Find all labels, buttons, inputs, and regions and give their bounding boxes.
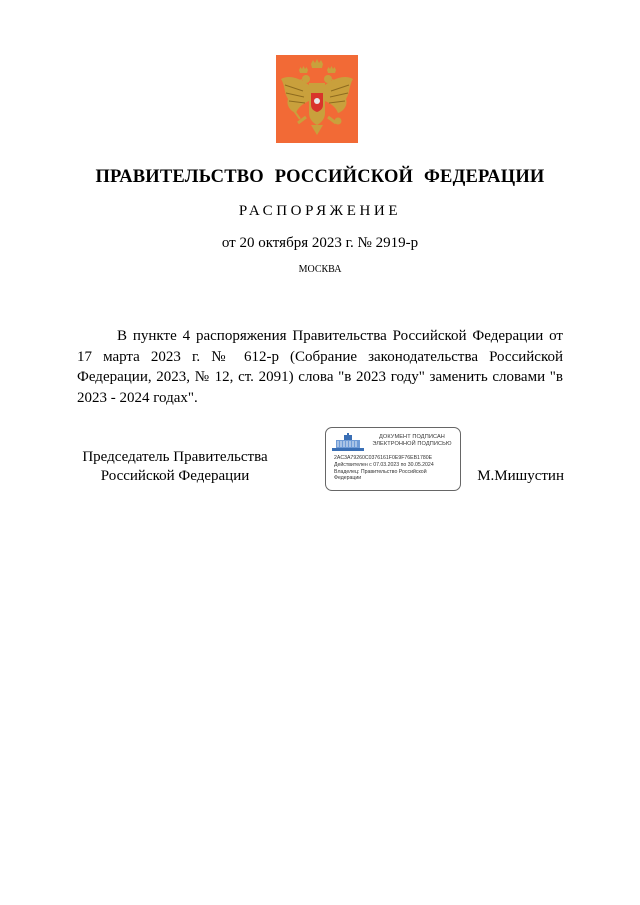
document-date-number: от 20 октября 2023 г. № 2919-р bbox=[221, 235, 419, 251]
document-city: МОСКВА bbox=[298, 264, 342, 275]
stamp-heading bbox=[366, 434, 458, 448]
stamp-certificate: 2AC3A79260C0376161F0E9F76EB1780E bbox=[334, 455, 433, 461]
russian-coat-of-arms-icon bbox=[276, 55, 358, 143]
order-paragraph: В пункте 4 распоряжения Правительства Российской Федерации от 17 марта 2023 г. № 612-р (Собрание законодательства Российской Федерации, 2023, № 12, ст. 2091) слова "в 2023 году" заменить словами "в 2023 - 2024 годах". bbox=[77, 328, 563, 406]
stamp-heading-line1: ДОКУМЕНТ ПОДПИСАН bbox=[379, 434, 445, 440]
stamp-owner-line1: Владелец: Правительство Российской bbox=[334, 468, 427, 475]
signer-title-line1: Председатель Правительства bbox=[82, 449, 268, 465]
stamp-validity: Действителен с 07.03.2023 по 30.05.2024 bbox=[334, 461, 434, 468]
signer-title-line2: Российской Федерации bbox=[100, 468, 250, 484]
government-title: ПРАВИТЕЛЬСТВО РОССИЙСКОЙ ФЕДЕРАЦИИ bbox=[95, 167, 545, 187]
stamp-details bbox=[334, 455, 458, 482]
document-type: РАСПОРЯЖЕНИЕ bbox=[238, 203, 402, 219]
signer-title bbox=[70, 448, 280, 486]
signer-name: М.Мишустин bbox=[477, 468, 564, 484]
stamp-owner-line2: Федерации bbox=[334, 475, 362, 482]
government-building-icon bbox=[332, 433, 364, 451]
electronic-signature-stamp bbox=[325, 427, 461, 491]
stamp-heading-line2: ЭЛЕКТРОННОЙ ПОДПИСЬЮ bbox=[372, 441, 452, 447]
